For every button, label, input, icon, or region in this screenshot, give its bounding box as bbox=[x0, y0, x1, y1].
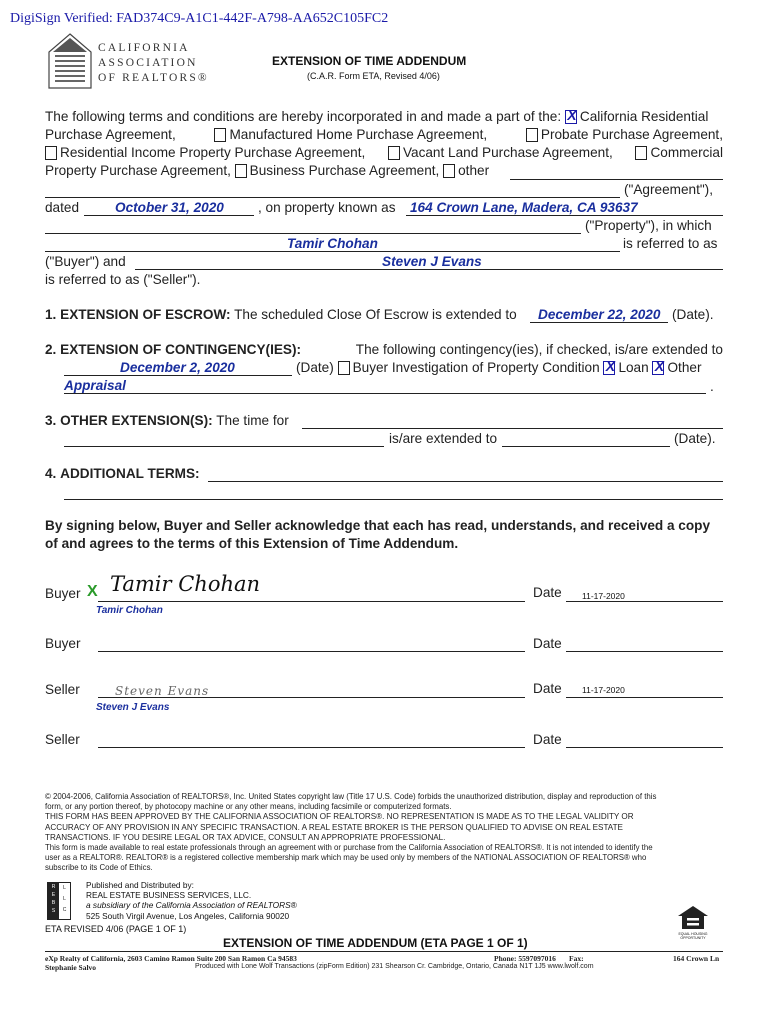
loan-label: Loan bbox=[618, 360, 649, 375]
crpa-checkbox[interactable] bbox=[565, 107, 577, 124]
other-label: other bbox=[458, 163, 490, 178]
ripa-checkbox[interactable] bbox=[45, 146, 57, 160]
seller-suffix: is referred to as ("Seller"). bbox=[45, 272, 201, 287]
intro-line-1 bbox=[45, 109, 708, 124]
section-3 bbox=[45, 413, 289, 428]
dated-value[interactable]: October 31, 2020 bbox=[115, 200, 224, 215]
seller-2-date-line[interactable] bbox=[566, 747, 723, 748]
buyer-1-date-line[interactable] bbox=[566, 601, 723, 602]
legal-membership-1: This form is made available to real estate professionals through an agreement with or purchase from the California Association of REALTORS®. It is not intended to identify the bbox=[45, 843, 653, 853]
mhpa-checkbox[interactable] bbox=[214, 128, 226, 142]
buyer-1-date: 11-17-2020 bbox=[582, 591, 625, 601]
logo-line-3: OF REALTORS® bbox=[98, 72, 209, 84]
other-extension-date-line[interactable] bbox=[502, 446, 670, 447]
seller-name-value[interactable]: Steven J Evans bbox=[382, 254, 482, 269]
section-1-heading: EXTENSION OF ESCROW: bbox=[60, 307, 231, 322]
section-1-suffix: (Date). bbox=[672, 307, 714, 322]
vlpa-label: Vacant Land Purchase Agreement, bbox=[402, 145, 613, 160]
rebs-letter: B bbox=[51, 900, 56, 906]
acknowledgment-line-2: of and agrees to the terms of this Extension of Time Addendum. bbox=[45, 536, 459, 551]
agreement-label: ("Agreement"), bbox=[624, 182, 713, 197]
other-contingency-value[interactable]: Appraisal bbox=[64, 378, 126, 393]
legal-disclaimer-2: ACCURACY OF ANY PROVISION IN ANY SPECIFIC TRANSACTION. A REAL ESTATE BROKER IS THE PERSON QUALIFIED TO ADVISE ON REAL ESTATE bbox=[45, 822, 623, 832]
intro-line-2 bbox=[45, 127, 723, 142]
other-agreement-line[interactable] bbox=[510, 179, 723, 180]
other-contingency-label: Other bbox=[667, 360, 702, 375]
cppa-label-2: Property Purchase Agreement, bbox=[45, 163, 231, 178]
equal-housing-label: EQUAL HOUSING OPPORTUNITY bbox=[678, 932, 708, 940]
section-4-number: 4. bbox=[45, 466, 57, 481]
mhpa-label: Manufactured Home Purchase Agreement, bbox=[229, 127, 488, 142]
seller-1-date: 11-17-2020 bbox=[582, 685, 625, 695]
seller-2-label: Seller bbox=[45, 732, 80, 747]
legal-copyright-2: form, or any portion thereof, by photocopy machine or any other means, including facsimile or computerized formats. bbox=[45, 802, 452, 812]
seller-1-date-label: Date bbox=[533, 681, 562, 696]
buyer-2-signature-line[interactable] bbox=[98, 651, 525, 652]
other-extension-line[interactable] bbox=[302, 428, 723, 429]
publisher-line-1: Published and Distributed by: bbox=[86, 880, 194, 890]
check-mark-icon: X bbox=[567, 107, 577, 123]
legal-membership-3: subscribe to its Code of Ethics. bbox=[45, 863, 153, 873]
buyer-2-date-line[interactable] bbox=[566, 651, 723, 652]
escrow-date-line[interactable] bbox=[530, 322, 668, 323]
ppa-label: Probate Purchase Agreement, bbox=[540, 127, 723, 142]
publisher-line-3: a subsidiary of the California Association of REALTORS® bbox=[86, 900, 297, 911]
section-2-end: . bbox=[710, 379, 714, 394]
crpa-label: California Residential bbox=[579, 109, 709, 124]
contingency-date-value[interactable]: December 2, 2020 bbox=[120, 360, 235, 375]
section-1 bbox=[45, 307, 517, 322]
other-agreement-checkbox[interactable] bbox=[443, 164, 455, 178]
buyer-1-date-label: Date bbox=[533, 585, 562, 600]
ripa-label: Residential Income Property Purchase Agreement, bbox=[60, 145, 366, 160]
loan-checkbox[interactable] bbox=[603, 358, 616, 375]
property-label: , on property known as bbox=[258, 200, 396, 215]
cppa-label: Commercial bbox=[650, 145, 723, 160]
section-1-text: The scheduled Close Of Escrow is extended to bbox=[234, 307, 517, 322]
intro-line-4 bbox=[45, 163, 489, 178]
legal-copyright-1: © 2004-2006, California Association of REALTORS®, Inc. United States copyright law (Title 17 U.S. Code) forbids the unauthorized distribution, display and reproduction of this bbox=[45, 792, 657, 801]
buyer-2-date-label: Date bbox=[533, 636, 562, 651]
seller-name-line[interactable] bbox=[135, 269, 723, 270]
section-2-text: The following contingency(ies), if checked, is/are extended to bbox=[355, 342, 723, 357]
logo-line-1: CALIFORNIA bbox=[98, 42, 190, 54]
section-2-line-2 bbox=[296, 360, 701, 375]
section-2-heading: EXTENSION OF CONTINGENCY(IES): bbox=[60, 342, 302, 357]
dated-label: dated bbox=[45, 200, 80, 215]
buyer-name-line[interactable] bbox=[45, 251, 620, 252]
rebs-letter: E bbox=[51, 892, 56, 898]
section-3-number: 3. bbox=[45, 413, 57, 428]
buyer-1-mark: X bbox=[87, 583, 98, 600]
buyer-1-signature[interactable]: Tamir Chohan bbox=[110, 572, 261, 596]
seller-2-date-label: Date bbox=[533, 732, 562, 747]
vlpa-checkbox[interactable] bbox=[388, 146, 400, 160]
acknowledgment-line-1: By signing below, Buyer and Seller acknowledge that each has read, understands, and received a copy bbox=[45, 518, 711, 533]
buyer-2-label: Buyer bbox=[45, 636, 81, 651]
logo-line-2: ASSOCIATION bbox=[98, 57, 198, 69]
publisher-block bbox=[86, 880, 297, 921]
check-mark-icon: X bbox=[654, 358, 665, 374]
intro-line-3 bbox=[45, 145, 723, 160]
agent-name: Stephanie Salvo bbox=[45, 963, 97, 972]
crpa-label-2: Purchase Agreement, bbox=[45, 127, 176, 142]
seller-1-printed-name: Steven J Evans bbox=[96, 702, 170, 713]
section-4-heading: ADDITIONAL TERMS: bbox=[60, 466, 200, 481]
software-credit: Produced with Lone Wolf Transactions (zipForm Edition) 231 Shearson Cr. Cambridge, Ontario, Canada N1T 1J5 www.lwolf.com bbox=[195, 963, 594, 970]
section-1-number: 1. bbox=[45, 307, 57, 322]
revision-label: ETA REVISED 4/06 (PAGE 1 OF 1) bbox=[45, 924, 187, 934]
buyer-1-printed-name: Tamir Chohan bbox=[96, 605, 163, 616]
car-logo-icon bbox=[47, 32, 93, 95]
section-2-line-1 bbox=[45, 342, 723, 357]
inspection-label: Buyer Investigation of Property Condition bbox=[352, 360, 600, 375]
escrow-date-value[interactable]: December 22, 2020 bbox=[538, 307, 661, 322]
buyer-and-label: ("Buyer") and bbox=[45, 254, 126, 269]
section-4 bbox=[45, 466, 200, 481]
intro-text: The following terms and conditions are hereby incorporated in and made a part of the: bbox=[45, 109, 562, 124]
buyer-suffix: is referred to as bbox=[623, 236, 718, 251]
buyer-1-label: Buyer bbox=[45, 586, 81, 601]
agreement-line[interactable] bbox=[45, 197, 620, 198]
contingency-date-line[interactable] bbox=[64, 375, 292, 376]
car-logo-text bbox=[98, 41, 209, 86]
broker-phone: Phone: 5597097016 bbox=[494, 954, 556, 963]
check-mark-icon: X bbox=[605, 358, 616, 374]
file-name: 164 Crown Ln bbox=[673, 954, 720, 963]
section-3-suffix: (Date). bbox=[674, 431, 716, 446]
section-3-text: The time for bbox=[216, 413, 289, 428]
footer-title: EXTENSION OF TIME ADDENDUM (ETA PAGE 1 OF 1) bbox=[223, 936, 528, 950]
publisher-line-2: REAL ESTATE BUSINESS SERVICES, LLC. bbox=[86, 890, 252, 901]
inspection-checkbox[interactable] bbox=[338, 361, 350, 375]
rebs-logo-light bbox=[59, 883, 70, 919]
dated-line[interactable] bbox=[84, 215, 254, 216]
footer-divider bbox=[45, 951, 723, 952]
publisher-line-4: 525 South Virgil Avenue, Los Angeles, California 90020 bbox=[86, 910, 290, 921]
property-line-2[interactable] bbox=[45, 233, 581, 234]
form-title: EXTENSION OF TIME ADDENDUM bbox=[272, 54, 467, 68]
seller-1-date-line[interactable] bbox=[566, 697, 723, 698]
legal-membership-2: user as a REALTOR®. REALTOR® is a registered collective membership mark which may be used only by members of the NATIONAL ASSOCIATION OF REALTORS® who bbox=[45, 853, 647, 863]
additional-terms-line-2[interactable] bbox=[64, 499, 723, 500]
section-2-number: 2. bbox=[45, 342, 57, 357]
legal-notice bbox=[45, 792, 657, 874]
form-subtitle: (C.A.R. Form ETA, Revised 4/06) bbox=[307, 71, 440, 81]
bpa-checkbox[interactable] bbox=[235, 164, 247, 178]
property-suffix: ("Property"), in which bbox=[585, 218, 712, 233]
legal-disclaimer-3: TRANSACTIONS. IF YOU DESIRE LEGAL OR TAX ADVICE, CONSULT AN APPROPRIATE PROFESSIONAL. bbox=[45, 832, 446, 842]
broker-fax: Fax: bbox=[569, 954, 584, 963]
buyer-name-value[interactable]: Tamir Chohan bbox=[287, 236, 378, 251]
ppa-checkbox[interactable] bbox=[526, 128, 538, 142]
legal-disclaimer-1: THIS FORM HAS BEEN APPROVED BY THE CALIFORNIA ASSOCIATION OF REALTORS®. NO REPRESENTATION IS MADE AS TO THE LEGAL VALIDITY OR bbox=[45, 812, 634, 822]
rebs-letter: L bbox=[63, 885, 66, 891]
rebs-logo bbox=[47, 882, 71, 920]
rebs-letter: L bbox=[63, 896, 66, 902]
property-line[interactable] bbox=[406, 215, 723, 216]
rebs-letter: S bbox=[51, 908, 56, 914]
rebs-letter: C bbox=[62, 907, 67, 913]
other-extension-line-2[interactable] bbox=[64, 446, 384, 447]
seller-1-signature[interactable]: Steven Evans bbox=[115, 684, 210, 698]
bpa-label: Business Purchase Agreement, bbox=[249, 163, 440, 178]
other-contingency-line[interactable] bbox=[64, 393, 706, 394]
contingency-date-label: (Date) bbox=[296, 360, 334, 375]
cppa-checkbox[interactable] bbox=[635, 146, 647, 160]
rebs-letter: R bbox=[51, 884, 56, 890]
buyer-1-signature-line[interactable] bbox=[98, 601, 525, 602]
section-3-heading: OTHER EXTENSION(S): bbox=[60, 413, 213, 428]
section-3-mid: is/are extended to bbox=[389, 431, 498, 446]
seller-1-label: Seller bbox=[45, 682, 80, 697]
seller-2-signature-line[interactable] bbox=[98, 747, 525, 748]
rebs-logo-dark bbox=[48, 883, 59, 919]
additional-terms-line-1[interactable] bbox=[208, 481, 723, 482]
other-contingency-checkbox[interactable] bbox=[652, 358, 665, 375]
digisign-verification: DigiSign Verified: FAD374C9-A1C1-442F-A798-AA652C105FC2 bbox=[10, 11, 389, 26]
property-value[interactable]: 164 Crown Lane, Madera, CA 93637 bbox=[410, 200, 638, 215]
broker-info: eXp Realty of California, 2603 Camino Ramon Suite 200 San Ramon Ca 94583 bbox=[45, 954, 297, 963]
